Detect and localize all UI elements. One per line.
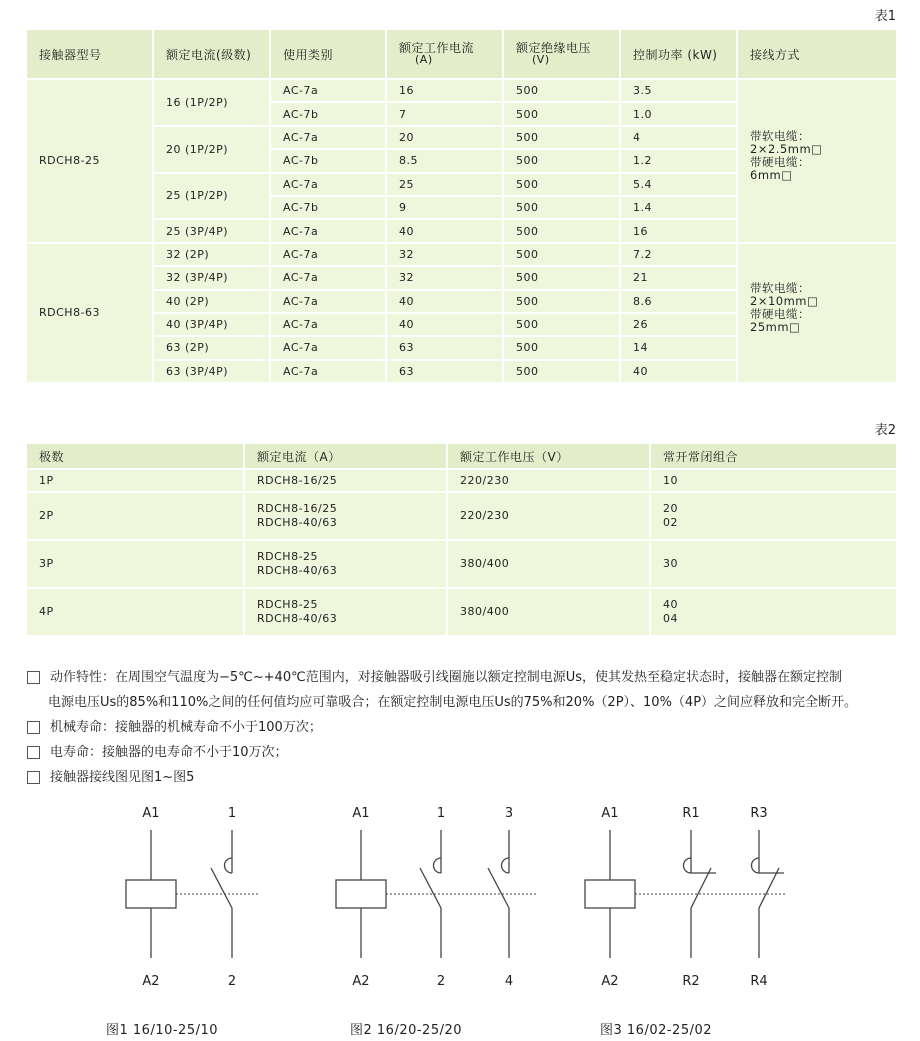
header-voltage: 额定工作电压（V） — [447, 443, 650, 469]
cell-current: RDCH8-16/25 — [244, 469, 447, 492]
cell-current: RDCH8-16/25 RDCH8-40/63 — [244, 492, 447, 540]
cell-category: AC-7a — [270, 360, 386, 383]
note-item: 动作特性：在周围空气温度为−5℃~+40℃范围内，对接触器吸引线圈施以额定控制电源Us，使其发热至稳定状态时，接触器在额定控制 — [27, 665, 907, 690]
table-row — [26, 540, 897, 588]
cell-category: AC-7b — [270, 149, 386, 172]
table2-label: 表2 — [874, 423, 896, 438]
table-row — [26, 79, 897, 102]
notes-list — [27, 665, 907, 790]
cell-voltage: 220/230 — [447, 492, 650, 540]
cell-work-current: 9 — [386, 196, 503, 219]
header-category: 使用类别 — [270, 29, 386, 79]
cell-power: 26 — [620, 313, 737, 336]
header-model: 接触器型号 — [26, 29, 153, 79]
header-wiring: 接线方式 — [737, 29, 897, 79]
cell-insulation-voltage: 500 — [503, 79, 620, 102]
bullet-square-icon — [27, 746, 40, 759]
cell-category: AC-7a — [270, 313, 386, 336]
table-row — [26, 492, 897, 540]
cell-work-current: 7 — [386, 102, 503, 125]
contact-bottom-terminal-label: 2 — [227, 974, 237, 989]
coil-bottom-terminal-label: A2 — [352, 974, 370, 989]
cell-rated-current: 25 (3P/4P) — [153, 219, 270, 242]
contact-top-terminal-label: 1 — [227, 806, 237, 821]
wiring-diagrams — [0, 790, 920, 1020]
note-item: 电寿命：接触器的电寿命不小于10万次； — [27, 740, 907, 765]
note-item: 接触器接线图见图1~图5 — [27, 765, 907, 790]
cell-rated-current: 20 (1P/2P) — [153, 126, 270, 173]
wiring-line: 带软电缆： — [750, 128, 810, 143]
coil-top-terminal-label: A1 — [601, 806, 619, 821]
table-row — [26, 469, 897, 492]
cell-rated-current: 40 (3P/4P) — [153, 313, 270, 336]
header-combo: 常开常闭组合 — [650, 443, 897, 469]
contact-arc — [752, 858, 759, 873]
cell-poles: 3P — [26, 540, 244, 588]
cell-power: 21 — [620, 266, 737, 289]
normally-open-contact-blade — [211, 868, 232, 908]
cell-work-current: 40 — [386, 290, 503, 313]
cell-combo: 30 — [650, 540, 897, 588]
cell-voltage: 380/400 — [447, 540, 650, 588]
cell-work-current: 16 — [386, 79, 503, 102]
contact-arc — [225, 858, 233, 873]
cell-current: RDCH8-25 RDCH8-40/63 — [244, 540, 447, 588]
coil-bottom-terminal-label: A2 — [142, 974, 160, 989]
contactor-spec-table — [25, 28, 898, 384]
cell-power: 14 — [620, 336, 737, 359]
cell-voltage: 220/230 — [447, 469, 650, 492]
note-item: 机械寿命：接触器的机械寿命不小于100万次； — [27, 715, 907, 740]
header-insulation-voltage: 额定绝缘电压 (V) — [503, 29, 620, 79]
cell-wiring — [737, 79, 897, 243]
cell-category: AC-7a — [270, 173, 386, 196]
cell-insulation-voltage: 500 — [503, 219, 620, 242]
cell-category: AC-7a — [270, 219, 386, 242]
wiring-line: 带软电缆： — [750, 280, 810, 295]
table-row — [26, 243, 897, 266]
figure3-caption: 图3 16/02-25/02 — [600, 1023, 713, 1038]
wiring-line: 25mm□ — [750, 319, 801, 334]
wiring-line: 带硬电缆： — [750, 154, 810, 169]
cell-current: RDCH8-25 RDCH8-40/63 — [244, 588, 447, 636]
cell-rated-current: 32 (2P) — [153, 243, 270, 266]
cell-work-current: 63 — [386, 336, 503, 359]
cell-poles: 2P — [26, 492, 244, 540]
wiring-line: 2×2.5mm□ — [750, 141, 823, 156]
bullet-square-icon — [27, 771, 40, 784]
cell-work-current: 25 — [386, 173, 503, 196]
cell-power: 40 — [620, 360, 737, 383]
contact-arc — [502, 858, 510, 873]
contact-bottom-terminal-label: 2 — [436, 974, 446, 989]
cell-category: AC-7a — [270, 290, 386, 313]
coil-top-terminal-label: A1 — [142, 806, 160, 821]
contact-top-terminal-label: 3 — [504, 806, 514, 821]
coil-symbol — [585, 880, 635, 908]
wiring-line: 2×10mm□ — [750, 293, 819, 308]
cell-insulation-voltage: 500 — [503, 360, 620, 383]
coil-symbol — [126, 880, 176, 908]
bullet-square-icon — [27, 671, 40, 684]
coil-top-terminal-label: A1 — [352, 806, 370, 821]
figure2-caption: 图2 16/20-25/20 — [350, 1023, 463, 1038]
figure1-caption: 图1 16/10-25/10 — [106, 1023, 219, 1038]
contact-arc — [434, 858, 441, 873]
cell-poles: 4P — [26, 588, 244, 636]
cell-category: AC-7a — [270, 266, 386, 289]
header-current: 额定电流（A） — [244, 443, 447, 469]
cell-power: 7.2 — [620, 243, 737, 266]
cell-insulation-voltage: 500 — [503, 149, 620, 172]
contact-bottom-terminal-label: 4 — [504, 974, 514, 989]
wiring-line: 带硬电缆： — [750, 306, 810, 321]
cell-model: RDCH8-63 — [26, 243, 153, 383]
cell-category: AC-7b — [270, 102, 386, 125]
normally-closed-contact-blade — [691, 868, 711, 908]
cell-rated-current: 40 (2P) — [153, 290, 270, 313]
cell-power: 1.4 — [620, 196, 737, 219]
cell-insulation-voltage: 500 — [503, 266, 620, 289]
header-work-current: 额定工作电流 (A) — [386, 29, 503, 79]
normally-open-contact-blade — [488, 868, 509, 908]
cell-power: 4 — [620, 126, 737, 149]
cell-work-current: 20 — [386, 126, 503, 149]
cell-power: 16 — [620, 219, 737, 242]
cell-model: RDCH8-25 — [26, 79, 153, 243]
cell-work-current: 32 — [386, 243, 503, 266]
cell-rated-current: 25 (1P/2P) — [153, 173, 270, 220]
cell-insulation-voltage: 500 — [503, 313, 620, 336]
cell-insulation-voltage: 500 — [503, 336, 620, 359]
header-poles: 极数 — [26, 443, 244, 469]
cell-insulation-voltage: 500 — [503, 243, 620, 266]
coil-symbol — [336, 880, 386, 908]
cell-work-current: 40 — [386, 219, 503, 242]
note-item-continued: 电源电压Us的85%和110%之间的任何值均应可靠吸合；在额定控制电源电压Us的75%和20%（2P）、10%（4P）之间应释放和完全断开。 — [48, 695, 858, 710]
cell-category: AC-7b — [270, 196, 386, 219]
cell-wiring — [737, 243, 897, 383]
contact-top-terminal-label: R1 — [682, 806, 700, 821]
cell-insulation-voltage: 500 — [503, 290, 620, 313]
contact-bottom-terminal-label: R4 — [750, 974, 768, 989]
cell-category: AC-7a — [270, 243, 386, 266]
cell-combo: 20 02 — [650, 492, 897, 540]
cell-combo: 10 — [650, 469, 897, 492]
cell-insulation-voltage: 500 — [503, 173, 620, 196]
cell-power: 3.5 — [620, 79, 737, 102]
cell-rated-current: 63 (2P) — [153, 336, 270, 359]
cell-category: AC-7a — [270, 79, 386, 102]
cell-category: AC-7a — [270, 126, 386, 149]
cell-power: 1.2 — [620, 149, 737, 172]
table1-header-row — [26, 29, 897, 79]
cell-work-current: 63 — [386, 360, 503, 383]
pole-combination-table — [25, 442, 898, 637]
cell-power: 8.6 — [620, 290, 737, 313]
contact-top-terminal-label: 1 — [436, 806, 446, 821]
cell-insulation-voltage: 500 — [503, 196, 620, 219]
contact-bottom-terminal-label: R2 — [682, 974, 700, 989]
cell-combo: 40 04 — [650, 588, 897, 636]
normally-open-contact-blade — [420, 868, 441, 908]
bullet-square-icon — [27, 721, 40, 734]
cell-rated-current: 32 (3P/4P) — [153, 266, 270, 289]
table-row — [26, 588, 897, 636]
cell-category: AC-7a — [270, 336, 386, 359]
cell-power: 1.0 — [620, 102, 737, 125]
coil-bottom-terminal-label: A2 — [601, 974, 619, 989]
cell-power: 5.4 — [620, 173, 737, 196]
header-rated-current: 额定电流(级数) — [153, 29, 270, 79]
cell-rated-current: 16 (1P/2P) — [153, 79, 270, 126]
cell-voltage: 380/400 — [447, 588, 650, 636]
cell-insulation-voltage: 500 — [503, 102, 620, 125]
normally-closed-contact-blade — [759, 868, 779, 908]
table1-label: 表1 — [874, 9, 896, 24]
cell-poles: 1P — [26, 469, 244, 492]
contact-top-terminal-label: R3 — [750, 806, 768, 821]
wiring-line: 6mm□ — [750, 167, 793, 182]
contact-arc — [684, 858, 691, 873]
header-power: 控制功率 (kW) — [620, 29, 737, 79]
cell-work-current: 40 — [386, 313, 503, 336]
cell-work-current: 32 — [386, 266, 503, 289]
table2-header-row — [26, 443, 897, 469]
cell-rated-current: 63 (3P/4P) — [153, 360, 270, 383]
cell-insulation-voltage: 500 — [503, 126, 620, 149]
cell-work-current: 8.5 — [386, 149, 503, 172]
